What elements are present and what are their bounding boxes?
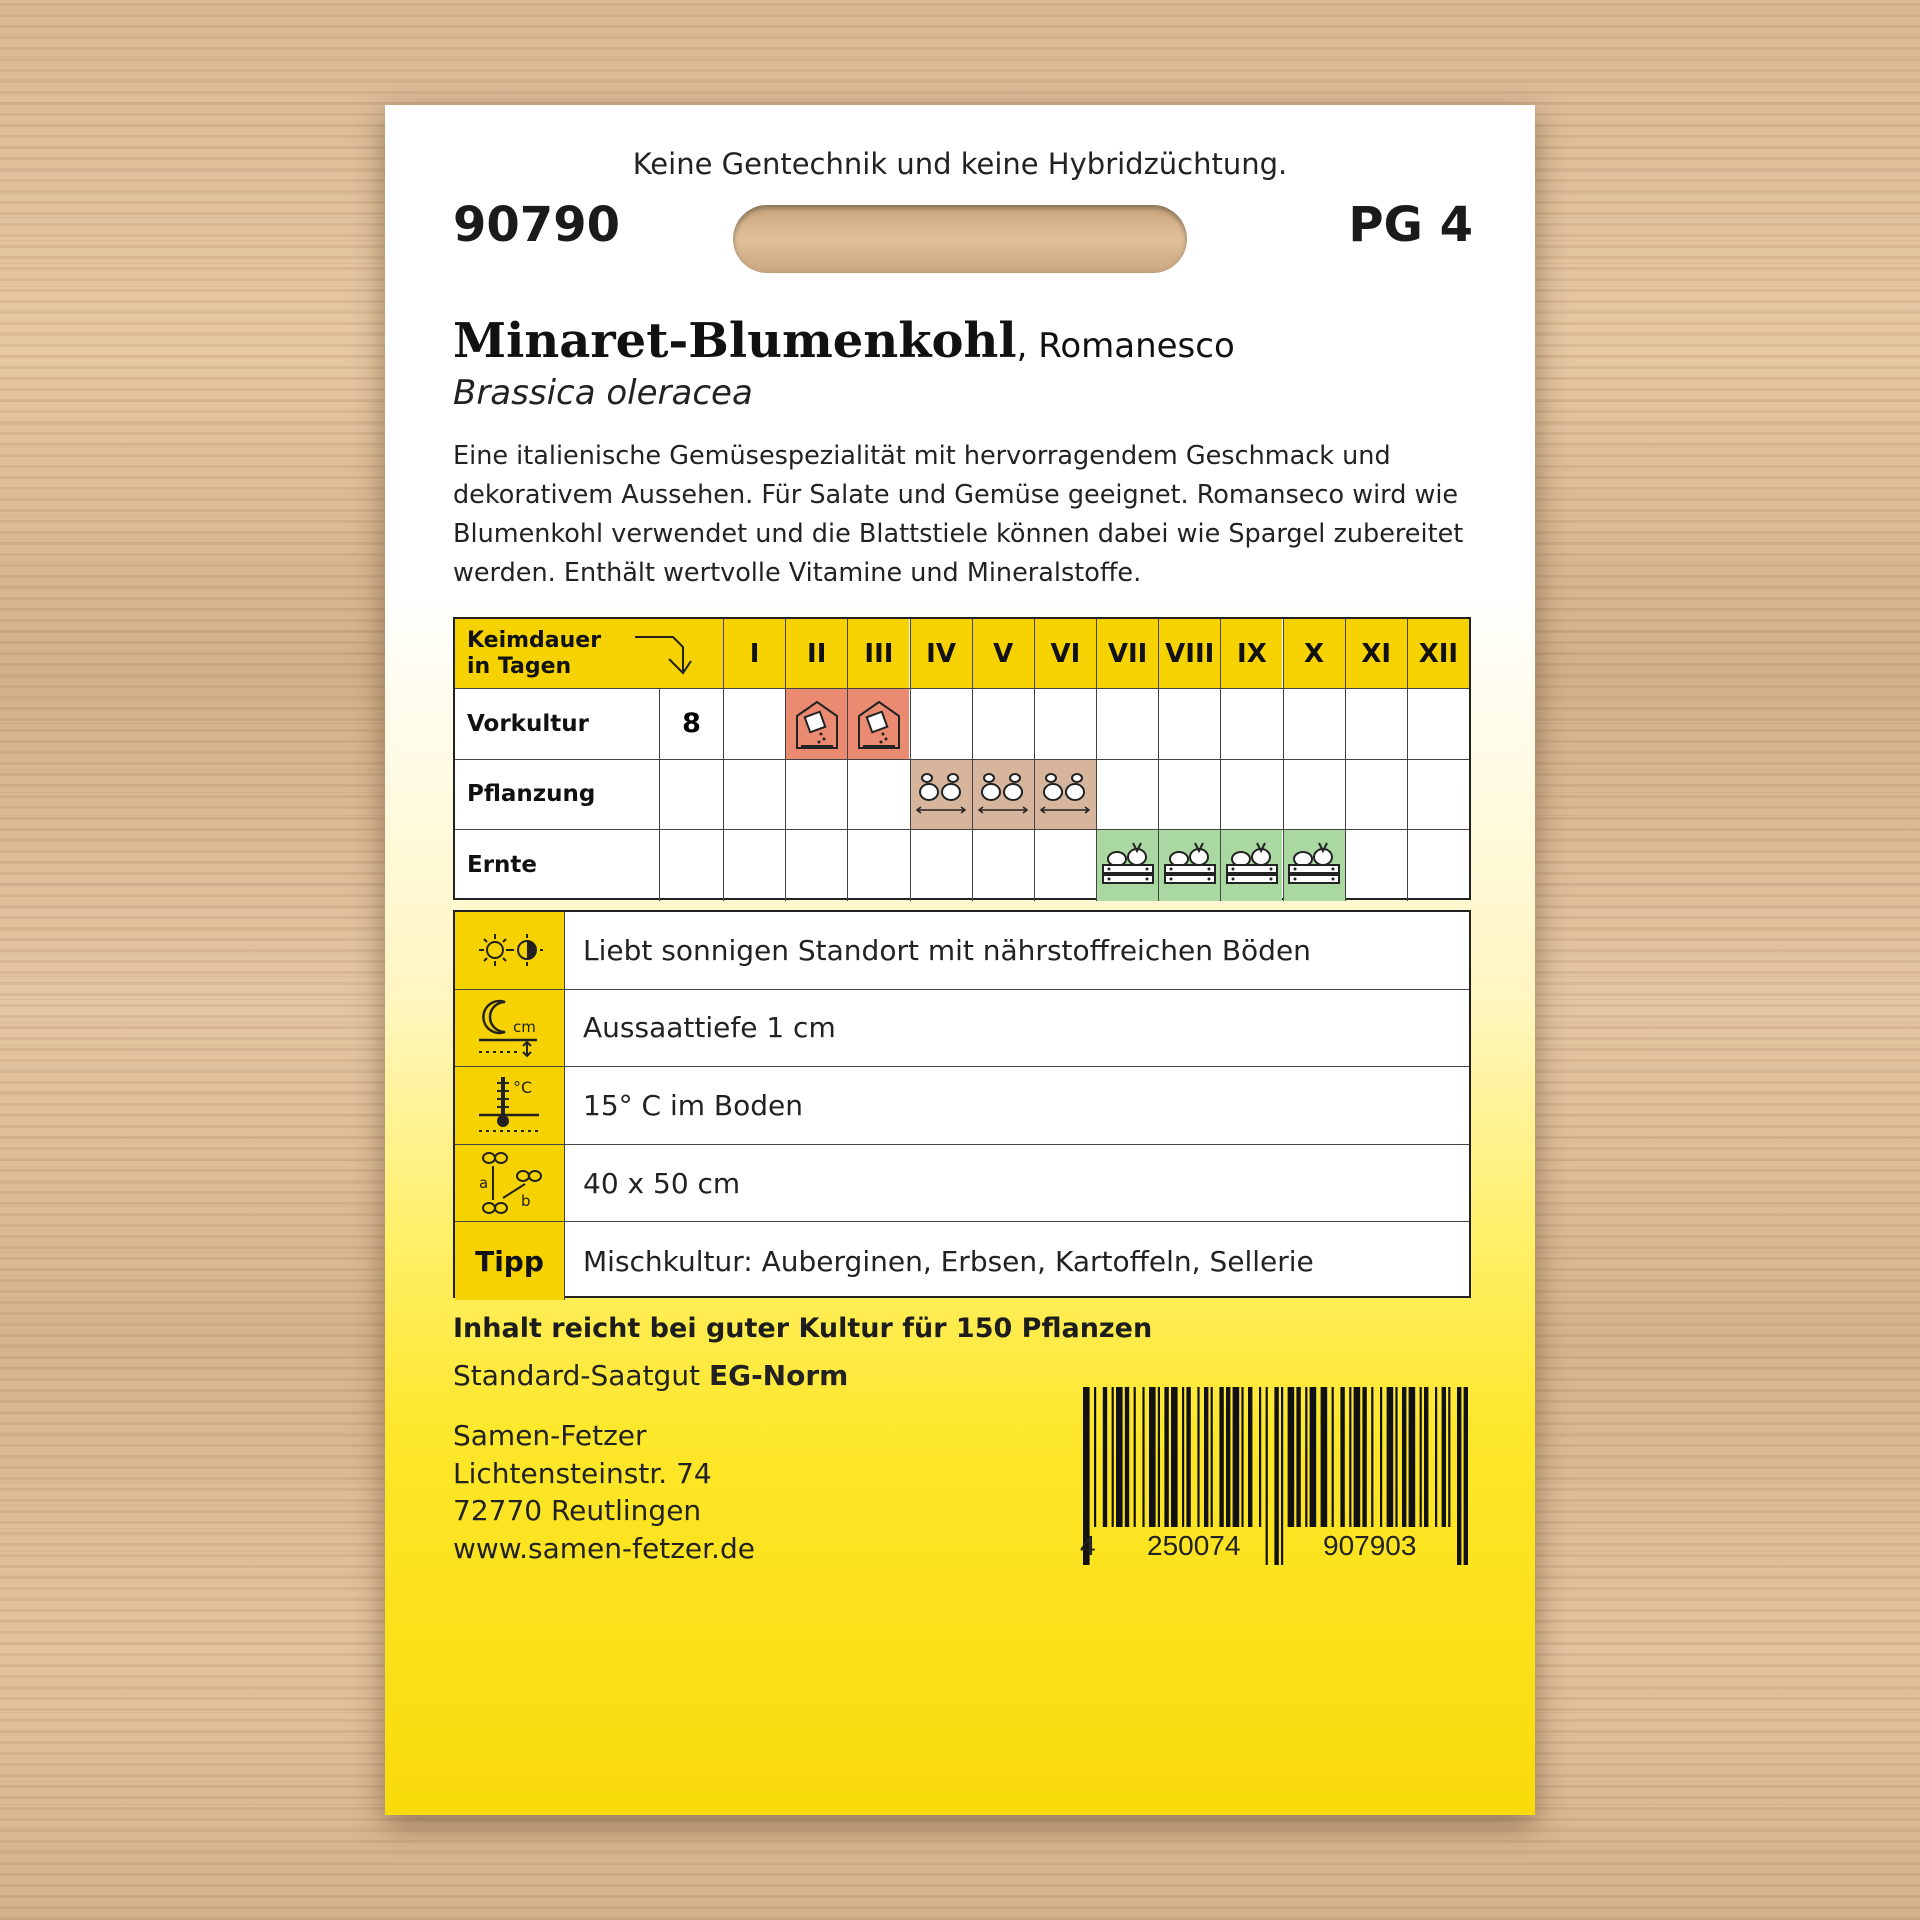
calendar-row-label: Ernte: [467, 852, 538, 879]
greenhouse-sowing-icon: [791, 696, 843, 752]
barcode-bar: [1371, 1387, 1373, 1527]
info-table: [453, 910, 1471, 1298]
month-header: III: [847, 619, 909, 688]
latin-name: Brassica oleracea: [453, 373, 753, 413]
calendar-cell-empty: [1345, 830, 1407, 901]
company-name: Samen-Fetzer: [453, 1419, 647, 1452]
hanging-hole: [733, 205, 1187, 273]
company-address: [453, 1417, 755, 1567]
barcode-bar: [1149, 1387, 1156, 1527]
harvest-crate-icon: [1285, 839, 1343, 891]
company-city: 72770 Reutlingen: [453, 1494, 702, 1527]
plant-spacing-icon: [475, 1148, 545, 1218]
calendar-cell-empty: [972, 830, 1034, 901]
info-icon-cell: [455, 1067, 565, 1144]
barcode-bar: [1435, 1387, 1437, 1527]
barcode-bar: [1296, 1387, 1300, 1527]
info-text-tip: Mischkultur: Auberginen, Erbsen, Kartoffeln, Sellerie: [583, 1244, 1314, 1278]
contents-note: Inhalt reicht bei guter Kultur für 150 Pflanzen: [453, 1313, 1153, 1344]
barcode-bar: [1134, 1387, 1136, 1527]
barcode-bar: [1259, 1387, 1261, 1527]
info-row-location: [455, 912, 1469, 990]
barcode-bar: [1387, 1387, 1394, 1527]
calendar-row-label: Pflanzung: [467, 781, 596, 808]
harvest-crate-icon: [1096, 830, 1158, 901]
calendar-row-pflanzung: [455, 760, 1469, 831]
sun-halfshade-icon: [475, 930, 545, 970]
month-header: V: [972, 619, 1034, 688]
calendar-cell-empty: [1283, 689, 1345, 759]
barcode-bar: [1349, 1387, 1351, 1527]
barcode-bar: [1281, 1387, 1283, 1565]
barcode-bar: [1420, 1387, 1422, 1527]
svg-text:°C: °C: [512, 1078, 532, 1098]
germination-days: 8: [659, 689, 723, 759]
calendar-cell-empty: [910, 830, 972, 901]
product-title: [453, 313, 1235, 369]
barcode-bar: [1305, 1387, 1307, 1527]
calendar-header-row: [455, 619, 1469, 689]
calendar-cell-empty: [1220, 760, 1282, 830]
barcode-bar: [1158, 1387, 1160, 1527]
info-icon-cell: [455, 912, 565, 989]
barcode-bar: [1395, 1387, 1397, 1527]
price-group: PG 4: [1348, 197, 1473, 253]
calendar-cell-empty: [972, 689, 1034, 759]
calendar-cell-empty: [1407, 760, 1469, 830]
seed-standard-prefix: Standard-Saatgut: [453, 1359, 709, 1392]
info-row-spacing: [455, 1145, 1469, 1223]
harvest-crate-icon: [1099, 839, 1157, 891]
barcode-bar: [1241, 1387, 1243, 1527]
month-header: X: [1283, 619, 1345, 688]
seed-standard-norm: EG-Norm: [708, 1359, 849, 1392]
company-street: Lichtensteinstr. 74: [453, 1456, 712, 1490]
barcode-bar: [1142, 1387, 1144, 1527]
calendar-cell-empty: [1034, 830, 1096, 901]
calendar-cell-empty: [1158, 689, 1220, 759]
calendar-cell-empty: [1034, 689, 1096, 759]
seed-standard: [453, 1359, 848, 1392]
barcode-digits-right: 907903: [1323, 1530, 1417, 1561]
germination-days: [659, 760, 723, 830]
tip-label: Tipp: [475, 1244, 544, 1278]
barcode-bar: [1226, 1387, 1230, 1527]
calendar-row-label: Vorkultur: [467, 710, 589, 737]
month-header: VII: [1096, 619, 1158, 688]
greenhouse-sowing-icon: [785, 689, 847, 759]
barcode-bar: [1197, 1387, 1199, 1527]
greenhouse-sowing-icon: [853, 696, 905, 752]
svg-text:cm: cm: [512, 1017, 536, 1036]
month-header: IV: [910, 619, 972, 688]
germination-days: [659, 830, 723, 901]
info-text-spacing: 40 x 50 cm: [583, 1166, 741, 1200]
info-icon-cell: [455, 1222, 565, 1300]
month-header: II: [785, 619, 847, 688]
barcode-bar: [1094, 1387, 1096, 1527]
barcode-bar: [1409, 1387, 1416, 1527]
barcode-bar: [1182, 1387, 1184, 1527]
info-row-depth: [455, 990, 1469, 1068]
info-icon-cell: [455, 990, 565, 1067]
barcode-bar: [1164, 1387, 1168, 1527]
calendar-cell-empty: [723, 689, 785, 759]
barcode-bar: [1424, 1387, 1428, 1527]
info-row-temperature: [455, 1067, 1469, 1145]
barcode-bar: [1457, 1387, 1461, 1565]
barcode-bar: [1310, 1387, 1317, 1527]
sowing-depth-icon: [475, 996, 545, 1060]
calendar-cell-empty: [1096, 689, 1158, 759]
barcode-bar: [1402, 1387, 1406, 1527]
barcode-bar: [1464, 1387, 1468, 1565]
barcode-bar: [1274, 1387, 1278, 1565]
calendar-cell-empty: [785, 760, 847, 830]
seedling-planting-icon: [1037, 768, 1093, 820]
calendar-cell-empty: [1407, 689, 1469, 759]
barcode-bar: [1248, 1387, 1252, 1527]
seedling-planting-icon: [1034, 760, 1096, 830]
info-text-depth: Aussaattiefe 1 cm: [583, 1011, 836, 1045]
calendar-row-vorkultur: [455, 689, 1469, 760]
description: Eine italienische Gemüsespezialität mit hervorragendem Geschmack und dekorativem Aussehen. Für Salate und Gemüse geeignet. Romanseco wird wie Blumenkohl verwendet und die Blattstiele können dabei wie Spargel zubereitet werden. Enthält wertvolle Vitamine und Mineralstoffe.: [453, 441, 1464, 588]
thermometer-icon: [475, 1073, 545, 1137]
calendar-cell-empty: [1158, 760, 1220, 830]
info-icon-cell: [455, 1145, 565, 1222]
barcode-bar: [1340, 1387, 1344, 1527]
calendar-cell-empty: [1345, 689, 1407, 759]
month-header: XII: [1407, 619, 1469, 688]
barcode-digit-first: 4: [1080, 1530, 1096, 1561]
seedling-planting-icon: [975, 768, 1031, 820]
barcode-bar: [1266, 1387, 1268, 1565]
seedling-planting-icon: [910, 760, 972, 830]
calendar-cell-empty: [1220, 689, 1282, 759]
harvest-crate-icon: [1223, 839, 1281, 891]
barcode-bar: [1321, 1387, 1328, 1527]
calendar-cell-empty: [785, 830, 847, 901]
tagline: Keine Gentechnik und keine Hybridzüchtung.: [632, 147, 1288, 181]
barcode-bar: [1112, 1387, 1114, 1527]
barcode-digits-left: 250074: [1147, 1530, 1241, 1561]
barcode-bar: [1380, 1387, 1382, 1527]
calendar-cell-empty: [1096, 760, 1158, 830]
calendar-cell-empty: [1407, 830, 1469, 901]
calendar-cell-empty: [910, 689, 972, 759]
month-header: I: [723, 619, 785, 688]
barcode-bar: [1362, 1387, 1366, 1527]
info-row-tip: [455, 1222, 1469, 1300]
article-number: 90790: [453, 197, 620, 253]
harvest-crate-icon: [1283, 830, 1345, 901]
barcode-bar: [1442, 1387, 1446, 1527]
calendar-cell-empty: [1345, 760, 1407, 830]
barcode-bar: [1354, 1387, 1361, 1527]
barcode-bar: [1171, 1387, 1178, 1527]
calendar-cell-empty: [1283, 760, 1345, 830]
harvest-crate-icon: [1158, 830, 1220, 901]
product-title-sub: , Romanesco: [1016, 326, 1235, 366]
calendar-cell-empty: [723, 760, 785, 830]
calendar-cell-empty: [847, 760, 909, 830]
product-title-main: Minaret-Blumenkohl: [453, 313, 1017, 369]
seed-packet: [385, 105, 1535, 1815]
svg-text:a: a: [478, 1174, 488, 1193]
harvest-crate-icon: [1220, 830, 1282, 901]
barcode-bar: [1211, 1387, 1213, 1527]
barcode-bar: [1125, 1387, 1129, 1527]
month-header: IX: [1220, 619, 1282, 688]
barcode-bar: [1186, 1387, 1190, 1527]
calendar-cell-empty: [723, 830, 785, 901]
sowing-calendar: [453, 617, 1471, 900]
barcode-bar: [1103, 1387, 1107, 1527]
company-website: www.samen-fetzer.de: [453, 1531, 755, 1565]
barcode-bar: [1219, 1387, 1223, 1527]
seedling-planting-icon: [972, 760, 1034, 830]
month-header: VIII: [1158, 619, 1220, 688]
germination-header-line2: in Tagen: [467, 653, 572, 679]
seedling-planting-icon: [913, 768, 969, 820]
svg-text:b: b: [520, 1192, 531, 1211]
month-header: XI: [1345, 619, 1407, 688]
barcode-bar: [1116, 1387, 1123, 1527]
greenhouse-sowing-icon: [847, 689, 909, 759]
barcode-bar: [1288, 1387, 1295, 1527]
barcode-bar: [1332, 1387, 1334, 1527]
info-text-location: Liebt sonnigen Standort mit nährstoffreichen Böden: [583, 933, 1311, 967]
info-text-temperature: 15° C im Boden: [583, 1088, 804, 1122]
germination-header-line1: Keimdauer: [467, 627, 602, 653]
germination-header-spacer: [659, 619, 723, 688]
barcode-bar: [1204, 1387, 1208, 1527]
germination-header-text: [467, 628, 601, 680]
barcode-bar: [1448, 1387, 1450, 1527]
calendar-cell-empty: [847, 830, 909, 901]
barcode-bar: [1233, 1387, 1240, 1527]
calendar-row-ernte: [455, 830, 1469, 901]
month-header: VI: [1034, 619, 1096, 688]
harvest-crate-icon: [1161, 839, 1219, 891]
